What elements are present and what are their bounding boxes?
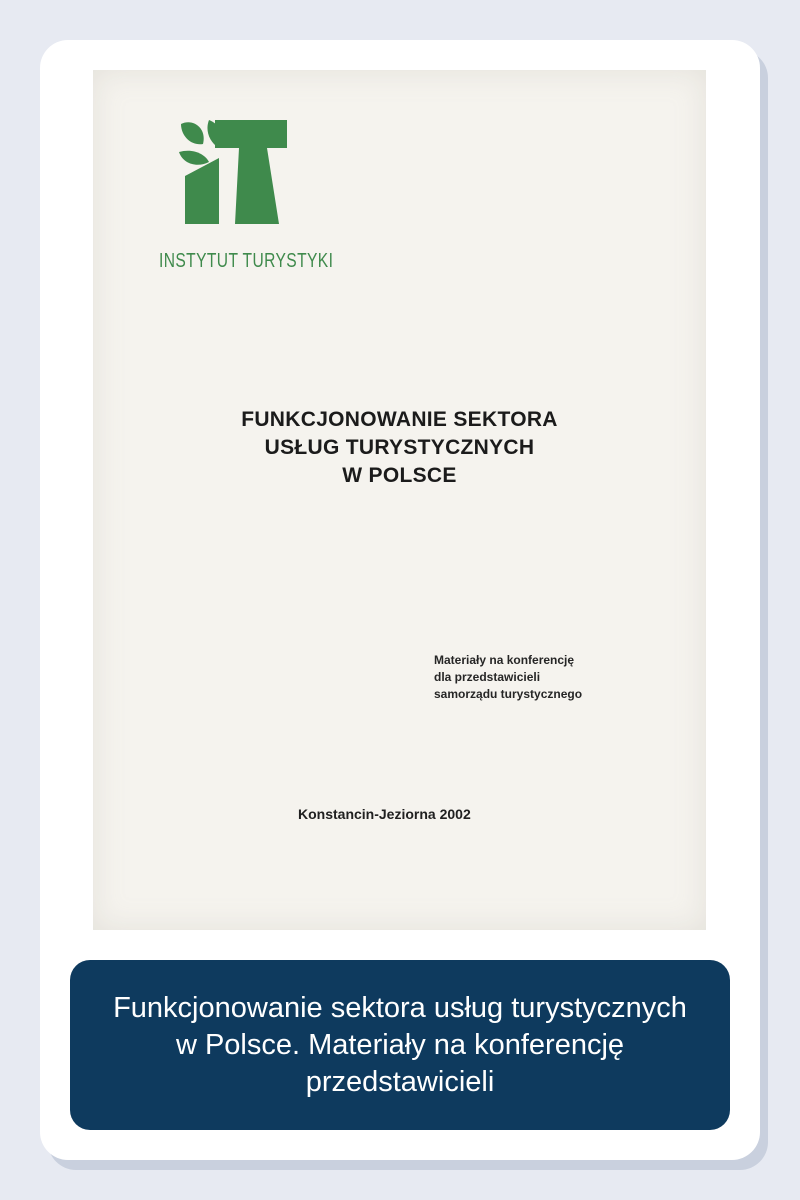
- cover-title: [93, 406, 706, 490]
- institute-name: INSTYTUT TURYSTYKI: [159, 250, 334, 272]
- cover-subtitle-line: samorządu turystycznego: [434, 687, 583, 701]
- institute-logo: [179, 118, 295, 226]
- caption-box: [70, 960, 730, 1130]
- book-cover-image: [93, 70, 706, 930]
- cover-title-line: FUNKCJONOWANIE SEKTORA: [241, 408, 558, 431]
- caption-text: Funkcjonowanie sektora usług turystycznych w Polsce. Materiały na konferencję przedstawicieli: [113, 991, 687, 1098]
- place-and-year: Konstancin-Jeziorna 2002: [298, 806, 471, 822]
- cover-title-line: W POLSCE: [342, 464, 457, 487]
- cover-subtitle-line: Materiały na konferencję: [434, 653, 575, 667]
- cover-subtitle: [434, 652, 582, 703]
- cover-title-line: USŁUG TURYSTYCZNYCH: [264, 436, 535, 459]
- cover-subtitle-line: dla przedstawicieli: [434, 670, 541, 684]
